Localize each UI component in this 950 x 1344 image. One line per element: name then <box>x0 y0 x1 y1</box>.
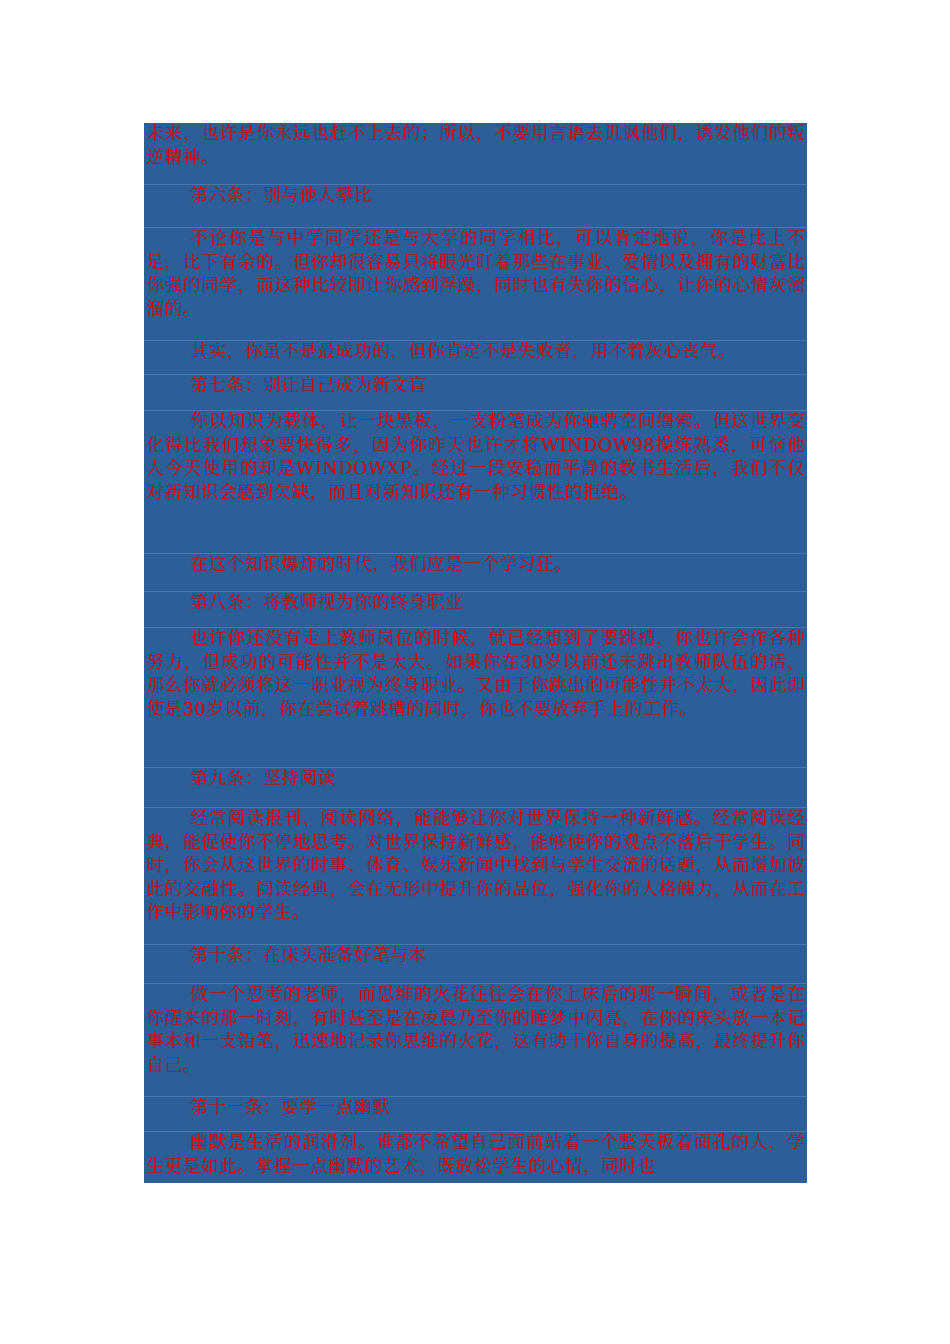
paragraph-rule-11-body: 幽默是生活的润滑剂。谁都不希望自己面前站着一个整天板着面孔的人，学生更是如此。掌握一点幽默的艺术，既放松学生的心情，同时也 <box>144 1131 807 1183</box>
paragraph-rule-7-conclusion: 在这个知识爆炸的时代，我们应是一个学习狂。 <box>144 553 807 579</box>
paragraph-rule-9-body: 经常阅读报刊、阅读网络，能能够让你对世界保持一种新鲜感。经常阅读经典，能促使你不停地思考。对世界保持新鲜感，能够使你的观点不落后于学生。同时，你会从这世界的时事、体育、娱乐新闻中找到与学生交流的话题，从而增加彼此的交融性。阅读经典，会在无形中提升你的品位，强化你的人格魄力，从而在工作中影响你的学生。 <box>144 807 807 929</box>
paragraph-rule-7-body: 你以知识为载体，让一块黑板，一支粉笔成为你驰骋空间缰索。但这世界变化得比我们想象要快得多，因为你昨天也许才将WINDOW98操练熟悉，可恼他人今天使用的却是WINDOWXP。经过一段安稳而平静的教书生活后，我们不仅对新知识会感到欠缺，而且对新知识还有一种习惯性的拒绝。 <box>144 410 807 532</box>
paragraph-rule-6-conclusion: 其实，你虽不是最成功的，但你肯定不是失败者，用不着灰心丧气。 <box>144 340 807 366</box>
paragraph-rule-6-body: 不论你是与中学同学还是与大学的同学相比，可以肯定地说，你是比上不足，比下有余的。但你却很容易只将眼光盯着那些在事业、爱情以及拥有的财富比你强的同学，而这种比较即让你感到浮躁，同时也有失你的信心，让你的心情灰溜溜的。 <box>144 227 807 325</box>
heading-rule-6: 第六条：别与他人攀比 <box>144 184 807 210</box>
heading-rule-10: 第十条：在床头准备好笔与本 <box>144 944 807 970</box>
heading-rule-8: 第八条：将教师视为你的终身职业 <box>144 591 807 617</box>
paragraph-intro-end: 未来，也许是你永远也赶不上去的；所以，不要用言语去讥讽他们，诱发他们的叛逆精神。 <box>146 124 805 168</box>
heading-rule-7: 第七条：别让自己成为新文盲 <box>144 374 807 400</box>
heading-rule-11: 第十一条：要学一点幽默 <box>144 1096 807 1122</box>
heading-rule-9: 第九条：坚持阅读 <box>144 767 807 793</box>
paragraph-rule-10-body: 做一个思考的老师，而思维的火花往往会在你上床后的那一瞬间，或者是在你醒来的那一时刻，有时甚至是在凌晨乃至你的睡梦中闪亮，在你的床头放一本记事本和一支铅笔，迅速地记录你思维的火花，这有助于你自身的提高，最终提升你自己。 <box>144 983 807 1081</box>
paragraph-rule-8-body: 也许你还没有走上教师岗位的时候，就已经想到了要跳槽，你也许会作各种努力，但成功的可能性并不是太大。如果你在30岁以前还未跳出教师队伍的话，那么你就必须将这一职业视为终身职业。又由于你跳出的可能性并不太大，因此即使是30岁以前，你在尝试着跳槽的同时，你也不要放弃手上的工作。 <box>144 627 807 749</box>
